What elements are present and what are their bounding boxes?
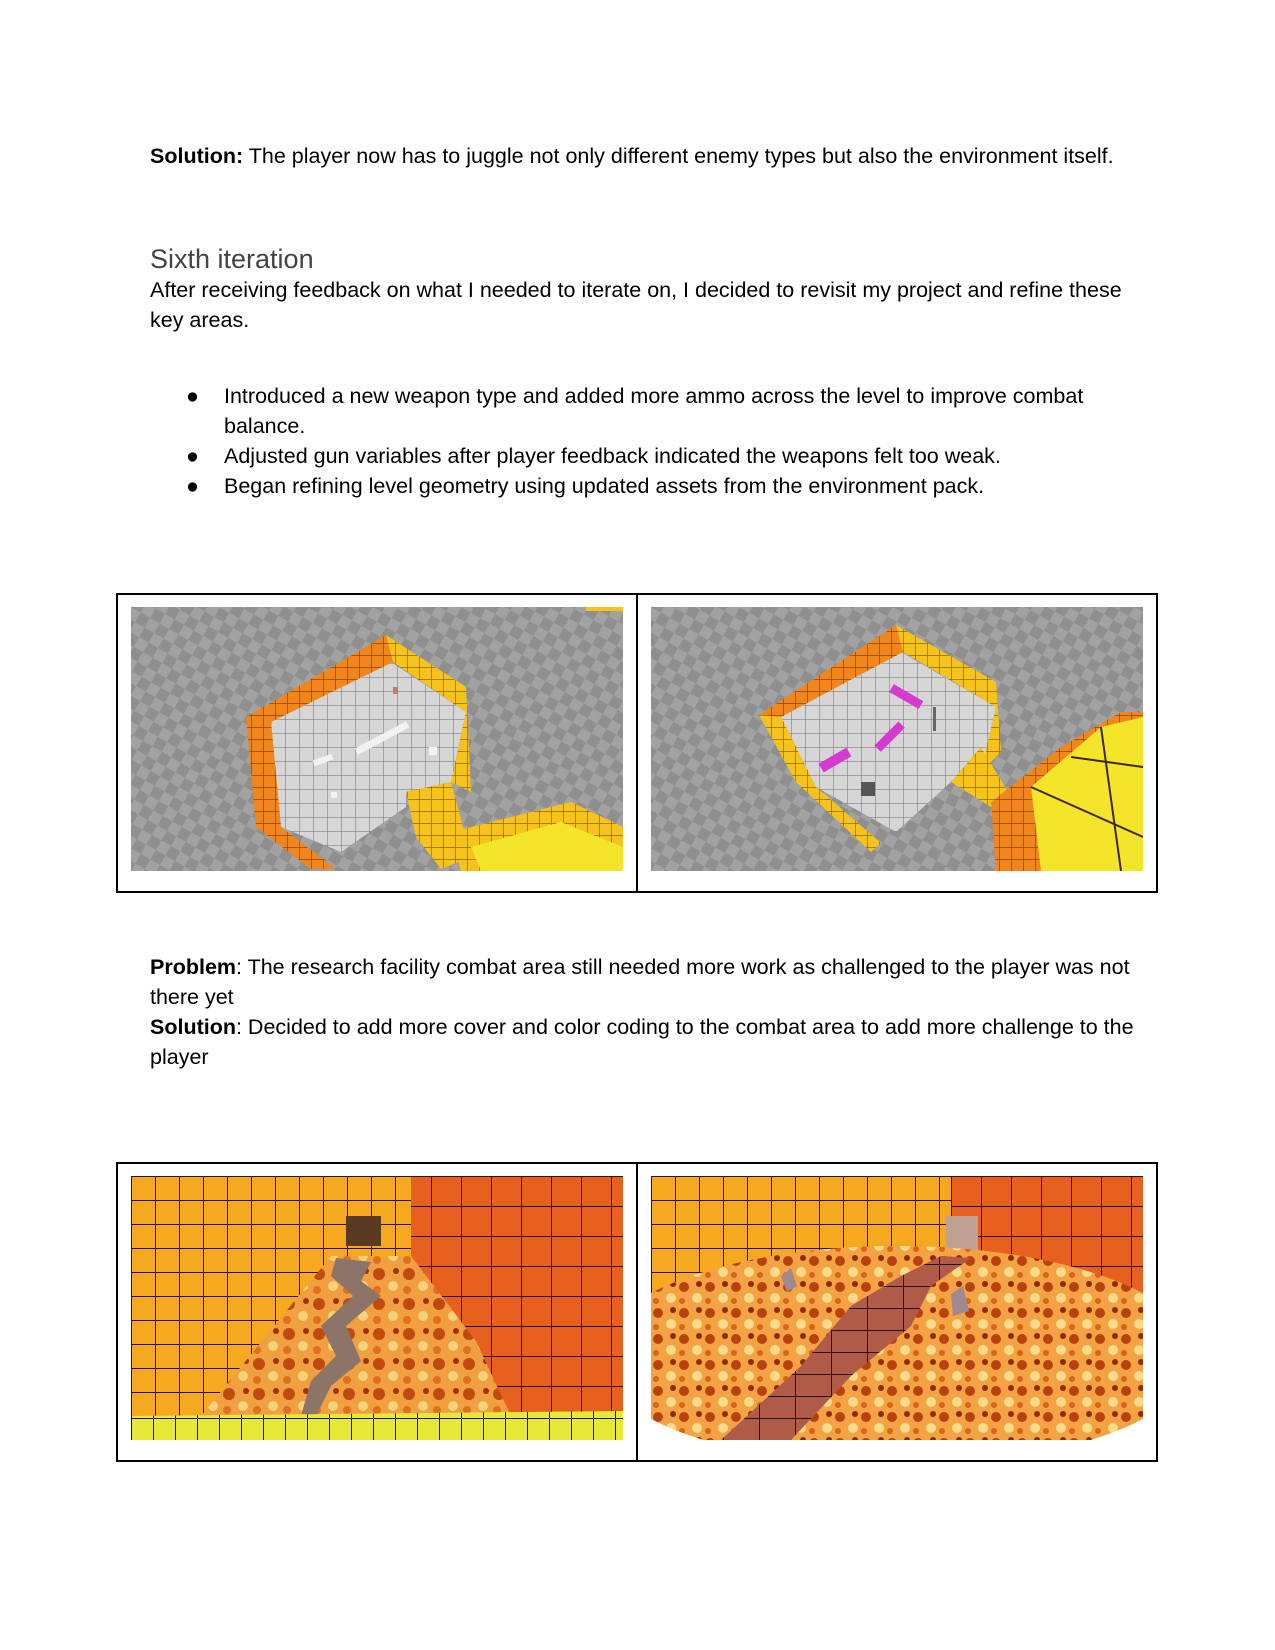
section-intro: After receiving feedback on what I needed to iterate on, I decided to revisit my project and refine these key areas.: [150, 278, 1122, 332]
level-topdown-screenshot-before: [131, 607, 623, 871]
problem-paragraph: [150, 952, 1140, 1012]
list-item: [186, 471, 1086, 501]
bullet-text: Introduced a new weapon type and added more ammo across the level to improve combat balance.: [224, 384, 1084, 438]
table-cell: [117, 594, 637, 892]
list-item: [186, 441, 1086, 471]
iteration-bullet-list: [186, 381, 1086, 501]
screenshot-table-bottom: [116, 1162, 1158, 1462]
solution-text: The player now has to juggle not only different enemy types but also the environment itself.: [243, 144, 1114, 168]
problem-text: : The research facility combat area still needed more work as challenged to the player was not there yet: [150, 955, 1130, 1009]
table-cell: [637, 594, 1157, 892]
lava-arena-screenshot: [651, 1176, 1143, 1440]
table-cell: [637, 1163, 1157, 1461]
screenshot-table-top: [116, 593, 1158, 893]
lava-corridor-screenshot: [131, 1176, 623, 1440]
problem-label: Problem: [150, 955, 237, 979]
bullet-text: Began refining level geometry using updated assets from the environment pack.: [224, 474, 985, 498]
solution-label: Solution:: [150, 144, 244, 168]
bullet-icon: ●: [186, 444, 199, 468]
solution-text: : Decided to add more cover and color coding to the combat area to add more challenge to the player: [150, 1015, 1134, 1069]
solution-paragraph: [150, 1012, 1140, 1072]
solution-label: Solution: [150, 1015, 236, 1039]
section-heading: Sixth iteration: [150, 244, 314, 274]
table-cell: [117, 1163, 637, 1461]
bullet-icon: ●: [186, 384, 199, 408]
level-topdown-screenshot-after: [651, 607, 1143, 871]
list-item: [186, 381, 1086, 441]
bullet-text: Adjusted gun variables after player feedback indicated the weapons felt too weak.: [224, 444, 1001, 468]
bullet-icon: ●: [186, 474, 199, 498]
intro-solution-paragraph: [150, 141, 1140, 171]
